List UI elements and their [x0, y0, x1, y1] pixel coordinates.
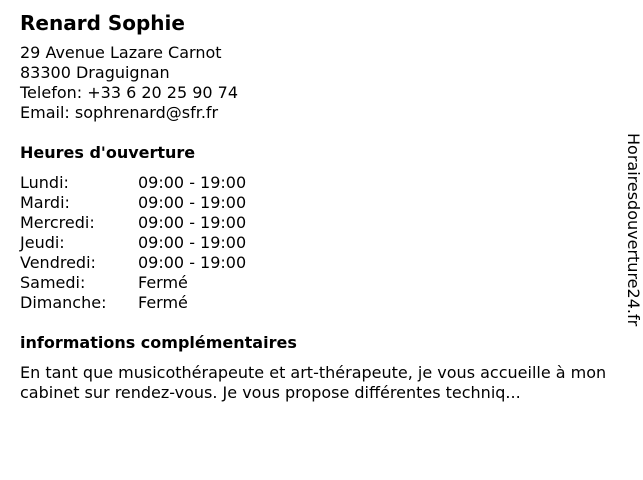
- hours-day: Samedi:: [20, 273, 86, 292]
- hours-day: Lundi:: [20, 173, 69, 192]
- hours-day: Dimanche:: [20, 293, 107, 312]
- hours-row-tuesday: [20, 193, 620, 213]
- hours-time: Fermé: [138, 293, 188, 312]
- hours-day: Jeudi:: [20, 233, 65, 252]
- hours-day: Mardi:: [20, 193, 70, 212]
- hours-time: 09:00 - 19:00: [138, 233, 247, 252]
- hours-row-monday: [20, 173, 620, 193]
- additional-info-heading: informations complémentaires: [20, 333, 297, 352]
- site-watermark: Horairesdouverture24.fr: [624, 133, 643, 327]
- hours-row-saturday: [20, 273, 620, 293]
- business-card: [20, 10, 620, 403]
- email-address: Email: sophrenard@sfr.fr: [20, 103, 219, 122]
- hours-row-wednesday: [20, 213, 620, 233]
- hours-time: 09:00 - 19:00: [138, 193, 247, 212]
- hours-row-thursday: [20, 233, 620, 253]
- opening-hours-table: [20, 173, 620, 313]
- address-city: 83300 Draguignan: [20, 63, 170, 82]
- hours-time: Fermé: [138, 273, 188, 292]
- hours-time: 09:00 - 19:00: [138, 213, 247, 232]
- hours-row-friday: [20, 253, 620, 273]
- additional-info-text: En tant que musicothérapeute et art-thérapeute, je vous accueille à mon cabinet sur rendez-vous. Je vous propose différentes techniq...: [20, 363, 607, 402]
- hours-row-sunday: [20, 293, 620, 313]
- hours-time: 09:00 - 19:00: [138, 173, 247, 192]
- hours-day: Vendredi:: [20, 253, 96, 272]
- hours-day: Mercredi:: [20, 213, 95, 232]
- address-street: 29 Avenue Lazare Carnot: [20, 43, 222, 62]
- hours-time: 09:00 - 19:00: [138, 253, 247, 272]
- business-name: Renard Sophie: [20, 11, 185, 35]
- phone-number: Telefon: +33 6 20 25 90 74: [20, 83, 239, 102]
- opening-hours-heading: Heures d'ouverture: [20, 143, 196, 162]
